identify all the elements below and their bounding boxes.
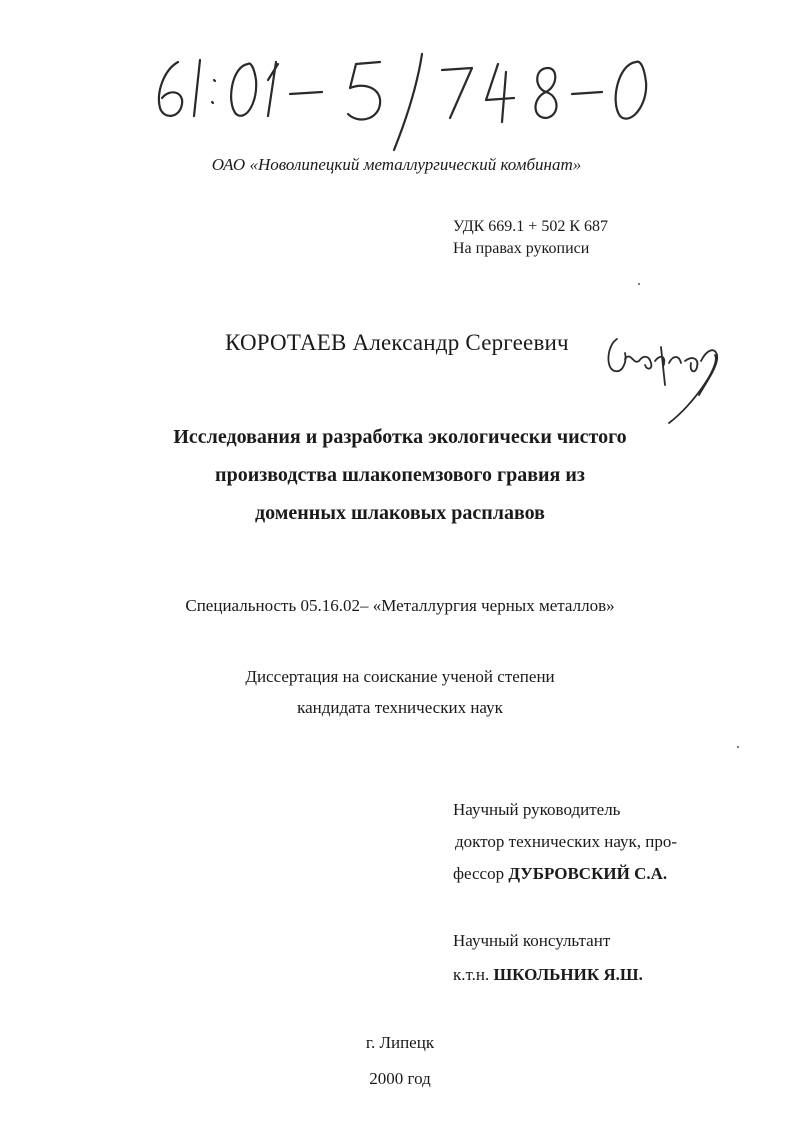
author-name: КОРОТАЕВ Александр Сергеевич: [225, 330, 569, 355]
classification-block: [453, 216, 608, 260]
title-line: производства шлакопемзового гравия из: [215, 464, 585, 486]
supervisor-role: Научный руководитель: [453, 800, 621, 819]
place-and-year: [0, 1025, 793, 1097]
degree-line-1: Диссертация на соискание ученой степени: [245, 667, 555, 686]
degree-line-2: кандидата технических наук: [297, 698, 503, 717]
consultant-name: ШКОЛЬНИК Я.Ш.: [493, 965, 643, 984]
year: 2000 год: [369, 1069, 431, 1088]
title-line: Исследования и разработка экологически чистого: [173, 426, 627, 448]
title-line: доменных шлаковых расплавов: [255, 502, 545, 524]
organization-name: ОАО «Новолипецкий металлургический комбинат»: [211, 155, 582, 174]
supervisor-title: фессор: [453, 864, 509, 883]
dissertation-title: [0, 418, 793, 532]
supervisor-name: ДУБРОВСКИЙ С.А.: [508, 864, 668, 883]
scan-speck: [638, 283, 640, 285]
rights-notice: На правах рукописи: [453, 240, 590, 257]
supervisor-degree: доктор технических наук, про-: [455, 832, 678, 851]
consultant-role: Научный консультант: [453, 931, 611, 950]
consultant-block: [453, 924, 643, 992]
author-signature: [603, 325, 733, 425]
city: г. Липецк: [365, 1033, 435, 1052]
specialty-line: Специальность 05.16.02– «Металлургия черных металлов»: [185, 596, 615, 615]
handwritten-number-stamp: [150, 40, 680, 160]
supervisor-block: [453, 794, 677, 890]
udk-code: УДК 669.1 + 502 К 687: [453, 218, 608, 235]
scan-speck: [737, 746, 739, 748]
consultant-degree: к.т.н.: [453, 965, 494, 984]
degree-statement: [0, 661, 793, 723]
